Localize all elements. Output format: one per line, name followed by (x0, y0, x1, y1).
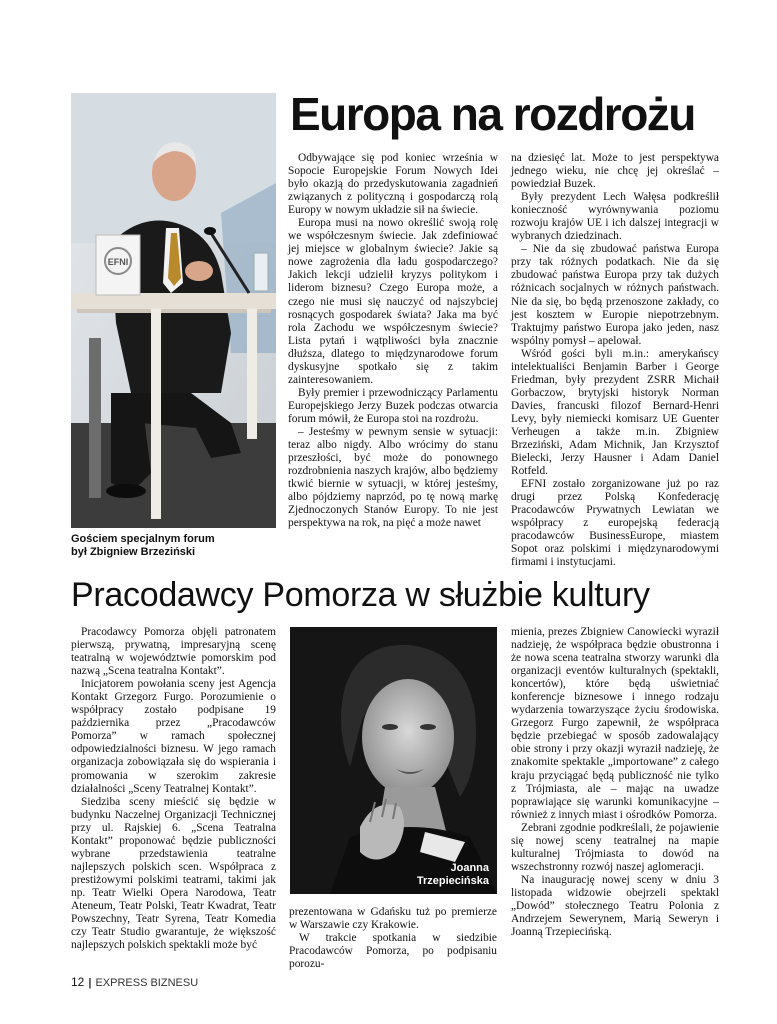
paragraph: mienia, prezes Zbigniew Canowiecki wyraził nadzieję, że współpraca będzie obustronna i że nowa scena teatralna stworzy warunki dla organizacji eventów kulturalnych (spektakli, koncertów), które będą uświetniać konferencje biznesowe i innego rodzaju wydarzenia towarzyszące życiu środowiska. Grzegorz Furgo zapewnił, że współpraca będzie przebiegać w sposób zadowalający obie strony i przy okazji wyraził nadzieję, że znakomite spektakle „importowane” z całego kraju przyciągać będą publiczność nie tylko z Trójmiasta, ale – mając na uwadze poprawiające się warunki komunikacyjne – również z innych miast i ośrodków Pomorza. (511, 626, 719, 821)
paragraph: Były premier i przewodniczący Parlamentu Europejskiego Jerzy Buzek podczas otwarcia forum mówił, że Europa stoi na rozdrożu. (288, 386, 498, 425)
portrait-caption (417, 862, 489, 888)
paragraph: Odbywające się pod koniec września w Sopocie Europejskie Forum Nowych Idei było okazją do przedyskutowania zagadnień związanych z polityczną i gospodarczą rolą Europy w nowym układzie sił na świecie. (288, 152, 498, 217)
paragraph: EFNI zostało zorganizowane już po raz drugi przez Polską Konfederację Pracodawców Prywatnych Lewiatan we współpracy z europejską federacją pracodawców BusinessEurope, miastem Sopot oraz polskimi i międzynarodowymi firmami i instytucjami. (511, 478, 719, 569)
footer-separator: | (88, 977, 92, 989)
paragraph: – Nie da się zbudować państwa Europa przy tak różnych podatkach. Nie da się zbudować państwa Europa przy tak dużych różnicach socjalnych w różnych państwach. Nie da się, bo będą przenoszone zakłady, co jest kosztem w Europie niepotrzebnym. Traktujmy państwo Europa jako jeden, nasz wspólny pomysł – apelował. (511, 243, 719, 347)
paragraph: na dziesięć lat. Może to jest perspektywa jednego wieku, nie chcę jej określać – powiedział Buzek. (511, 152, 719, 191)
paragraph: Europa musi na nowo określić swoją rolę we współczesnym świecie. Jak zdefiniować jej miejsce w globalnym świecie? Jakie są nowe zagrożenia dla ładu gospodarczego? Jakich lekcji udzielił kryzys politykom i liderom biznesu? Czego Europa może, a czego nie musi się nauczyć od najszybciej rosnących gospodarek świata? Jaka ma być rola Zachodu we współczesnym świecie? Lista pytań i wątpliwości była znacznie dłuższa, dlatego to międzynarodowe forum dyskusyjne spotkało się z takim zainteresowaniem. (288, 217, 498, 386)
paragraph: Na inaugurację nowej sceny w dniu 3 listopada widzowie obejrzeli spektakl „Dowód” stołecznego Teatru Polonia z Andrzejem Sewerynem, Marią Seweryn i Joanną Trzepiecińską. (511, 873, 719, 939)
badge-text: EFNI (107, 257, 129, 267)
page-footer (71, 975, 198, 989)
paragraph: Siedziba sceny mieścić się będzie w budynku Naczelnej Organizacji Technicznej przy ul. Rajskiej 6. „Scena Teatralna Kontakt” proponować będzie publiczności wybrane przedstawienia teatralne najlepszych polskich scen. Współpraca z prestiżowymi polskimi teatrami, takimi jak np. Teatr Wielki Opera Narodowa, Teatr Ateneum, Teatr Polski, Teatr Kwadrat, Teatr Powszechny, Teatr Syrena, Teatr Komedia czy Teatr Studio gwarantuje, że większość najlepszych polskich spektakli może być (71, 795, 276, 952)
paragraph: Pracodawcy Pomorza objęli patronatem pierwszą, prywatną, impresaryjną scenę teatralną w województwie pomorskim pod nazwą „Scena teatralna Kontakt”. (71, 626, 276, 678)
photo-caption-line2: był Zbigniew Brzeziński (71, 546, 196, 558)
article-title-2: Pracodawcy Pomorza w służbie kultury (71, 576, 650, 614)
photo-caption-line1: Gościem specjalnym forum (71, 533, 215, 545)
article-photo-speaker (71, 93, 276, 528)
paragraph: Wśród gości byli m.in.: amerykańscy intelektualiści Benjamin Barber i George Friedman, były prezydent ZSRR Michaił Gorbaczow, brytyjski historyk Norman Davies, francuski filozof Bernard-Henri Levy, były niemiecki komisarz UE Guenter Verheugen a także m.in. Zbigniew Brzeziński, Adam Michnik, Jan Krzysztof Bielecki, Jerzy Hausner i Adam Daniel Rotfeld. (511, 347, 719, 478)
page-number: 12 (71, 975, 85, 989)
article2-column-3 (511, 626, 719, 939)
article2-photo-portrait (290, 627, 497, 894)
article-column-1 (288, 152, 498, 530)
article-title: Europa na rozdrożu (290, 88, 695, 140)
paragraph: Były prezydent Lech Wałęsa podkreślił konieczność wyrównywania poziomu rozwoju krajów UE i ich dalszej integracji w wybranych dziedzinach. (511, 191, 719, 243)
article-column-2 (511, 152, 719, 570)
paragraph: prezentowana w Gdańsku tuż po premierze w Warszawie czy Krakowie. (289, 906, 497, 932)
portrait-caption-line2: Trzepiecińska (416, 875, 489, 887)
paragraph: – Jesteśmy w pewnym sensie w sytuacji: teraz albo nigdy. Albo wrócimy do stanu przeszłości, być może do ponownego rozdrobnienia naszych krajów, albo będziemy tkwić biernie w sytuacji, w której jesteśmy, albo pójdziemy naprzód, po tę nową markę Zjednoczonych Stanów Europy. To nie jest perspektywa na rok, na pięć a może nawet (288, 425, 498, 530)
portrait-caption-line1: Joanna (450, 862, 489, 874)
photo-caption (71, 533, 281, 559)
speaker-photo-illustration (71, 93, 276, 528)
article2-column-2 (289, 906, 497, 971)
portrait-photo-illustration (290, 627, 497, 894)
paragraph: Zebrani zgodnie podkreślali, że pojawienie się nowej sceny teatralnej na mapie kulturalnej Trójmiasta to dowód na wszechstronny rozwój naszej aglomeracji. (511, 821, 719, 873)
publication-name: EXPRESS BIZNESU (95, 977, 199, 989)
paragraph: Inicjatorem powołania sceny jest Agencja Kontakt Grzegorz Furgo. Porozumienie o współpracy zostało podpisane 19 października przez „Pracodawców Pomorza” w ramach społecznej odpowiedzialności biznesu. W jego ramach organizacja zobowiązała się do wspierania i promowania w szerokim zakresie działalności „Sceny Teatralnej Kontakt”. (71, 678, 276, 795)
paragraph: W trakcie spotkania w siedzibie Pracodawców Pomorza, po podpisaniu porozu- (289, 932, 497, 971)
article2-column-1 (71, 626, 276, 952)
